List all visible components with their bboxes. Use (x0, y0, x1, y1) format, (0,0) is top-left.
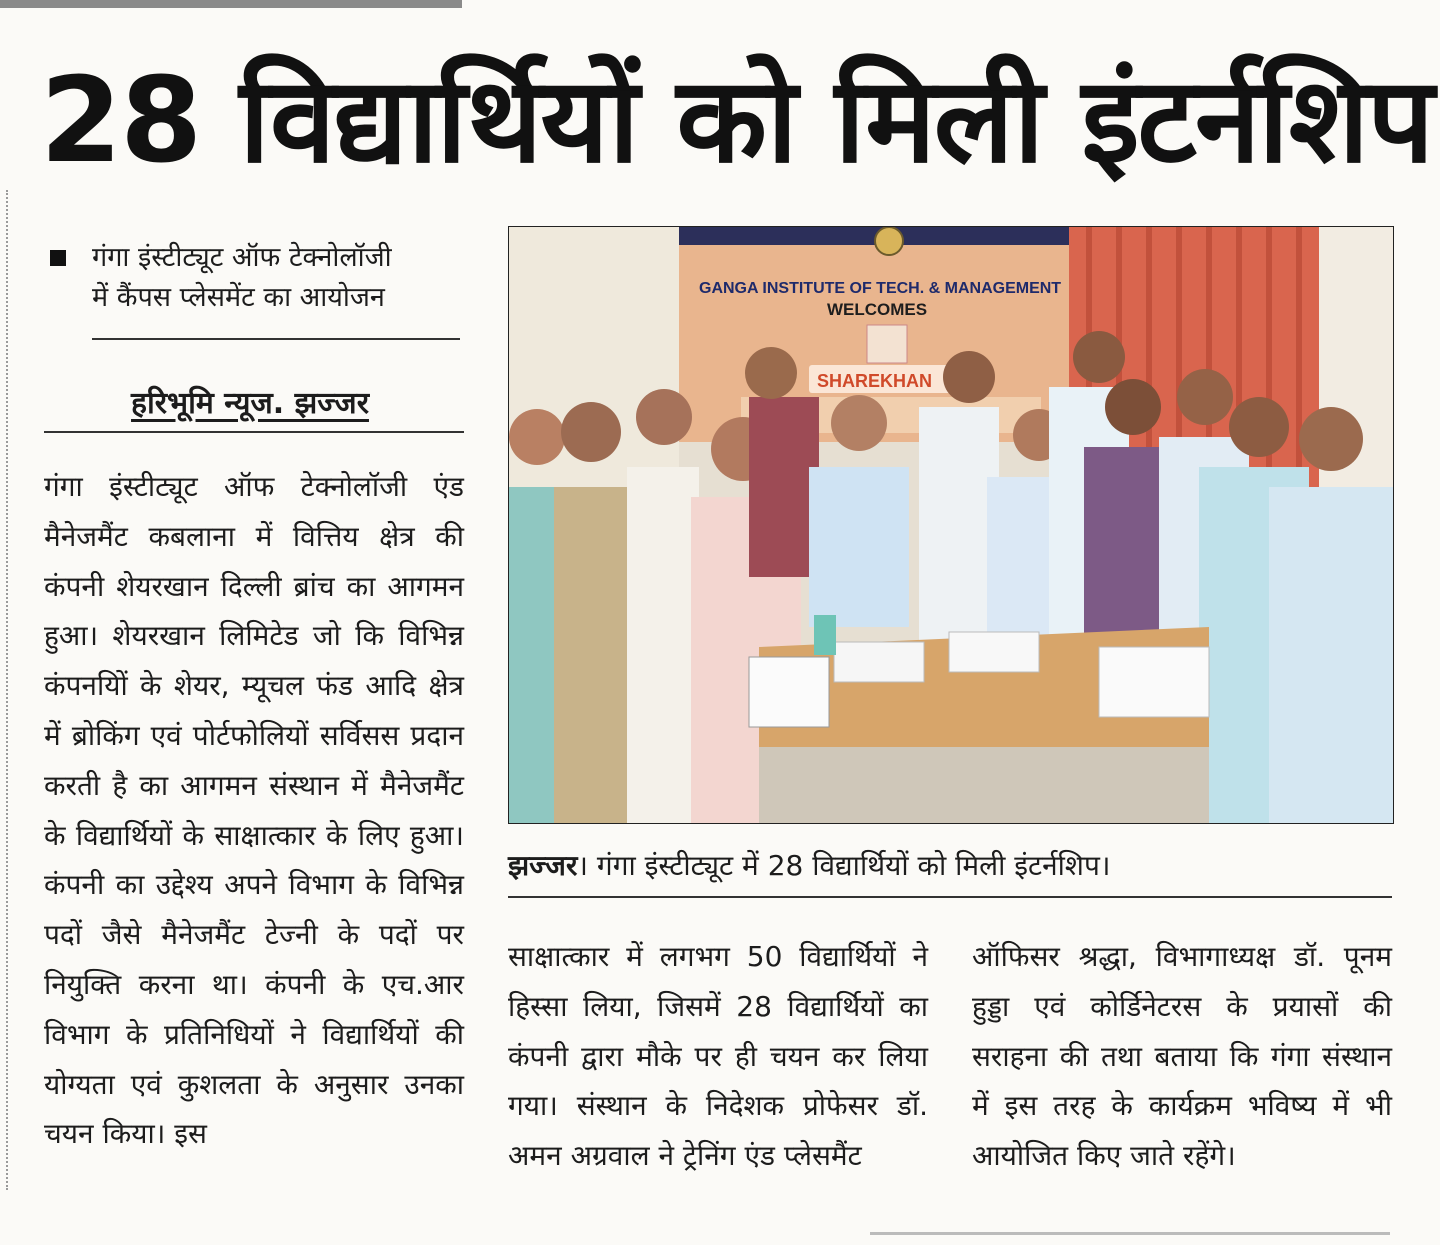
article-column-1: गंगा इंस्टीट्यूट ऑफ टेक्नोलॉजी एंड मैनेजमैंट कबलाना में वित्तिय क्षेत्र की कंपनी शेयरखान दिल्ली ब्रांच का आगमन हुआ। शेयरखान लिमिटेड जो कि विभिन्न कंपनयिों के शेयर, म्यूचल फंड आदि क्षेत्र में ब्रोकिंग एवं पोर्टफोलियों सर्विसस प्रदान करती है का आगमन संस्थान में मैनेजमैंट के विद्यार्थियों के साक्षात्कार के लिए हुआ। कंपनी का उद्देश्य अपने विभाग के विभिन्न पदों जैसे मैनेजमैंट टेज्नी के पदों पर नियुक्ति करना था। कंपनी के एच.आर विभाग के प्रतिनिधियों ने विद्यार्थियों की योग्यता एवं कुशलता के अनुसार उनका चयन किया। इस (44, 470, 464, 1151)
headline: 28 विद्यार्थियों को मिली इंटर्नशिप (40, 51, 1433, 189)
left-dotted-rule (6, 190, 8, 1190)
banner-company: SHAREKHAN (817, 371, 933, 391)
banner-welcomes: WELCOMES (827, 300, 928, 319)
photo-caption (508, 842, 1392, 890)
top-rule (0, 0, 462, 8)
byline-divider (44, 431, 464, 433)
kicker (50, 238, 450, 318)
article-column-2: साक्षात्कार में लगभग 50 विद्यार्थियों ने हिस्सा लिया, जिसमें 28 विद्यार्थियों का कंपनी द्वारा मौके पर ही चयन कर लिया गया। संस्थान के निदेशक प्रोफेसर डॉ. अमन अग्रवाल ने ट्रेनिंग एंड प्लेसमैंट (508, 940, 928, 1173)
kicker-line-2: में कैंपस प्लेसमेंट का आयोजन (92, 282, 385, 313)
kicker-divider (92, 338, 460, 340)
bottom-rule (870, 1232, 1390, 1235)
caption-text: । गंगा इंस्टीट्यूट में 28 विद्यार्थियों को मिली इंटर्नशिप। (577, 849, 1111, 882)
article-column-3: ऑफिसर श्रद्धा, विभागाध्यक्ष डॉ. पूनम हुड्डा एवं कोर्डिनेटरस के प्रयासों की सराहना की तथा बताया कि गंगा संस्थान में इस तरह के कार्यक्रम भविष्य में भी आयोजित किए जाते रहेंगे। (972, 940, 1392, 1173)
kicker-line-1: गंगा इंस्टीट्यूट ऑफ टेक्नोलॉजी (92, 242, 392, 273)
banner-title: GANGA INSTITUTE OF TECH. & MANAGEMENT (699, 280, 1062, 297)
news-photo (508, 226, 1394, 824)
byline: हरिभूमि न्यूज. झज्जर (131, 386, 369, 421)
caption-divider (508, 896, 1392, 898)
caption-location: झज्जर (508, 849, 578, 882)
bullet-square-icon (50, 250, 66, 266)
